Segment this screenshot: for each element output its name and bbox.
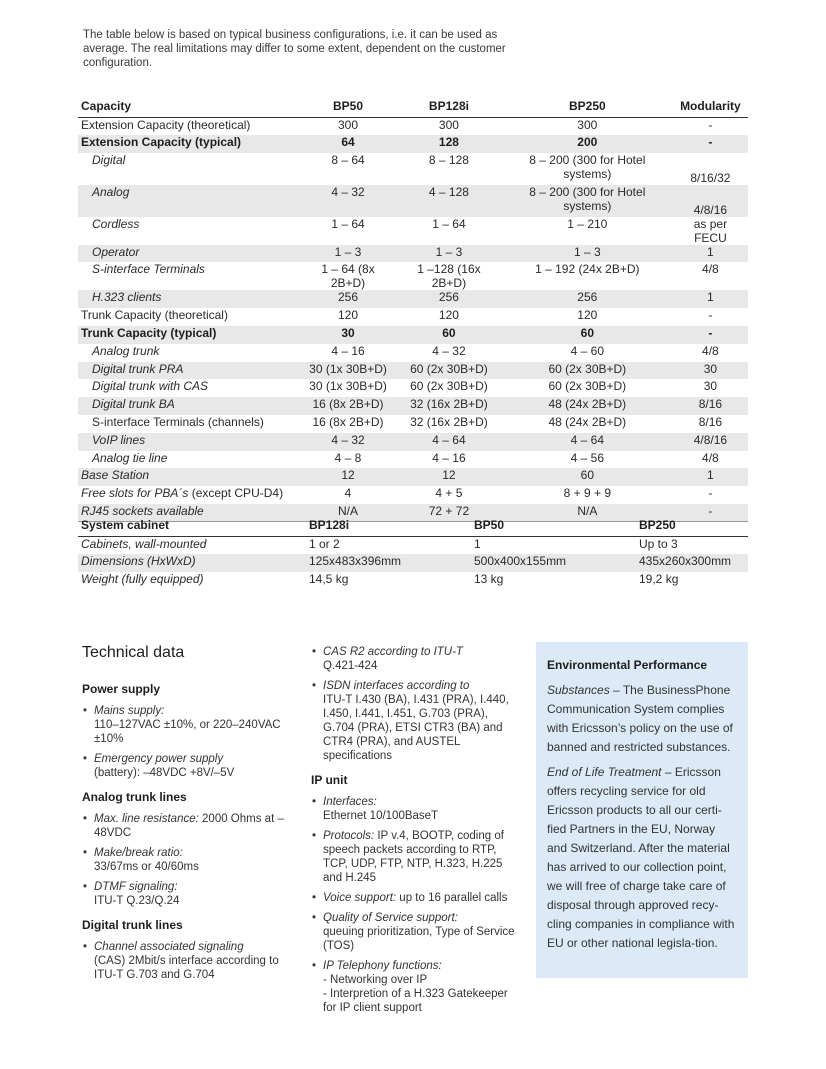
col-header-bp250: BP250 [568, 98, 606, 113]
substances-paragraph [547, 681, 738, 757]
table-row [78, 362, 748, 380]
cell-bp128i: 1 – 64 [432, 216, 466, 231]
row-label: Weight (fully equipped) [81, 572, 204, 586]
cell-modularity: 30 [673, 362, 748, 380]
item-label: Protocols: [323, 830, 375, 842]
col-header-bp50: BP50 [333, 98, 364, 113]
item-value: 2000 Ohms at –48VDC [94, 813, 284, 839]
row-label: Trunk Capacity (typical) [78, 326, 300, 344]
cell-bp50: 500x400x155mm [471, 554, 636, 572]
digital-trunk-heading: Digital trunk lines [82, 918, 183, 932]
col-header-modularity: Modularity [680, 98, 741, 113]
cell-bp50: 30 (1x 30B+D) [300, 362, 396, 380]
cell-bp250: 4 – 56 [570, 450, 604, 465]
table-row [78, 245, 748, 263]
list-item [311, 911, 521, 953]
analog-trunk-section [82, 790, 292, 908]
cell-bp50: 1 – 64 [331, 216, 365, 231]
table-row [78, 536, 748, 554]
cell-bp250: 19,2 kg [639, 572, 679, 586]
ip-unit-heading: IP unit [311, 773, 348, 787]
row-label-main: Free slots for PBA´s [81, 486, 189, 501]
row-label: RJ45 sockets available [78, 504, 300, 522]
analog-trunk-heading: Analog trunk lines [82, 790, 187, 804]
cell-modularity: 30 [703, 379, 718, 394]
cell-bp250: 60 (2x 30B+D) [502, 362, 673, 380]
capacity-table [78, 95, 748, 522]
item-label: Make/break ratio: [94, 847, 183, 859]
cell-bp128i: 60 [396, 326, 502, 344]
table-row [78, 326, 748, 344]
cell-bp250: Up to 3 [639, 536, 678, 551]
item-value: 110–127VAC ±10%, or 220–240VAC ±10% [94, 719, 281, 745]
cell-modularity: 4/8/16 [673, 433, 748, 451]
cell-bp50: 4 – 8 [334, 450, 362, 465]
list-item [82, 880, 292, 908]
table-row [78, 379, 748, 397]
cell-bp128i: 4 – 64 [396, 433, 502, 451]
row-label: Digital [92, 152, 126, 167]
row-label: Digital trunk PRA [78, 362, 300, 380]
item-value: (CAS) 2Mbit/s interface according to ITU-T G.703 and G.704 [94, 955, 279, 981]
item-label: Max. line resistance: [94, 813, 199, 825]
cell-bp128i: 4 – 128 [396, 185, 502, 217]
cell-modularity: 1 [673, 468, 748, 486]
cell-bp50: 4 [344, 486, 352, 501]
item-value: Ethernet 10/100BaseT [323, 810, 439, 822]
row-label-main: Cabinets [81, 536, 129, 551]
cell-bp250: 8 + 9 + 9 [563, 486, 611, 501]
list-item [82, 752, 292, 780]
cell-bp250: 4 – 60 [570, 343, 604, 358]
table-row [78, 217, 748, 245]
table-row [78, 415, 748, 433]
cell-bp128i: 4 + 5 [435, 486, 463, 501]
item-value: 33/67ms or 40/60ms [94, 861, 199, 873]
cell-bp128i: 72 + 72 [396, 504, 502, 522]
list-item [311, 891, 521, 905]
col-header-capacity: Capacity [81, 98, 132, 113]
table-row [78, 290, 748, 308]
cell-bp128i: 300 [438, 117, 459, 132]
cell-modularity: 8/16 [698, 414, 723, 429]
ip-unit-list [311, 795, 521, 1015]
cell-bp50: 16 (8x 2B+D) [312, 414, 384, 429]
signaling-list [311, 645, 521, 763]
cell-modularity: - [673, 504, 748, 522]
power-supply-list [82, 704, 292, 780]
item-label: ISDN interfaces according to [323, 680, 470, 692]
cell-bp50: 4 – 16 [331, 343, 365, 358]
table-row [78, 262, 748, 290]
row-label: Base Station [78, 468, 300, 486]
item-label: IP Telephony functions: [323, 960, 442, 972]
cell-modularity: 4/8 [702, 262, 719, 277]
row-label: Analog [78, 185, 300, 217]
row-label [78, 486, 300, 504]
cell-bp128i: 256 [396, 290, 502, 308]
substances-text: – The BusinessPhone Communication System complies with Ericsson’s policy on the use of banned and restricted substances. [547, 683, 733, 754]
item-label: Quality of Service support: [323, 912, 458, 924]
table-row [78, 468, 748, 486]
cell-bp250: 256 [502, 290, 673, 308]
row-label: Digital trunk with CAS [92, 379, 209, 394]
cell-bp128i: 1 – 3 [396, 245, 502, 263]
table-row [78, 486, 748, 504]
row-label: Analog trunk [92, 343, 160, 358]
cell-bp250: N/A [502, 504, 673, 522]
capacity-header-row [78, 95, 748, 117]
table-row [78, 433, 748, 451]
cell-bp50: 120 [338, 308, 359, 323]
list-item [311, 795, 521, 823]
cell-bp250: 300 [577, 117, 598, 132]
cell-bp128i: 32 (16x 2B+D) [410, 414, 488, 429]
cell-bp50: 256 [300, 290, 396, 308]
cell-bp50: 1 – 3 [300, 245, 396, 263]
list-item [82, 812, 292, 840]
list-item [82, 846, 292, 874]
cell-bp50: 1 [474, 536, 481, 551]
col-header-bp50: BP50 [474, 517, 505, 532]
cell-bp50: 30 [300, 326, 396, 344]
row-label: Operator [78, 245, 300, 263]
cell-bp250: 435x260x300mm [636, 554, 748, 572]
analog-trunk-list [82, 812, 292, 908]
cabinet-header-row [78, 514, 748, 536]
cell-bp250: 4 – 64 [502, 433, 673, 451]
cell-bp50: 16 (8x 2B+D) [300, 397, 396, 415]
end-of-life-label: End of Life Treatment [547, 765, 662, 779]
cell-modularity: - [708, 308, 713, 323]
power-supply-section [82, 682, 292, 780]
cell-bp250: 8 – 200 (300 for Hotel systems) [529, 152, 646, 181]
cell-modularity: 1 [673, 290, 748, 308]
cell-bp50: 4 – 32 [300, 185, 396, 217]
cell-bp50: 64 [300, 135, 396, 153]
intro-paragraph: The table below is based on typical business configurations, i.e. it can be used as average. The real limitations may differ to some extent, dependent on the customer configuration. [83, 29, 506, 69]
table-row [78, 308, 748, 326]
cell-bp50: N/A [300, 504, 396, 522]
item-label: Interfaces: [323, 796, 377, 808]
cell-bp250: 60 (2x 30B+D) [548, 379, 627, 394]
item-label: Mains supply: [94, 705, 165, 717]
row-label-suffix: (except CPU-D4) [188, 486, 284, 501]
cell-bp250: 120 [577, 308, 598, 323]
cell-bp128i: 60 (2x 30B+D) [396, 362, 502, 380]
cell-modularity: 1 [673, 245, 748, 263]
list-item [311, 645, 521, 673]
cell-bp250: 200 [502, 135, 673, 153]
cell-bp128i: 1 –128 (16x 2B+D) [417, 262, 481, 291]
cell-bp50: 12 [300, 468, 396, 486]
item-label: DTMF signaling: [94, 881, 178, 893]
row-label [78, 536, 306, 554]
row-label: Digital trunk BA [78, 397, 300, 415]
cell-bp128i: 1 or 2 [309, 536, 340, 551]
item-label: CAS R2 according to ITU-T [323, 646, 463, 658]
cell-bp128i: 14,5 kg [309, 572, 349, 586]
row-label: Cordless [92, 216, 140, 231]
cell-bp250: 60 [502, 326, 673, 344]
row-label: S-interface Terminals (channels) [92, 414, 264, 429]
tech-column-1 [82, 682, 292, 992]
item-label: Voice support: [323, 892, 397, 904]
cell-bp128i: 12 [396, 468, 502, 486]
cell-bp250: 1 – 3 [502, 245, 673, 263]
cell-bp50: 4 – 32 [300, 433, 396, 451]
item-value: - Interpretion of a H.323 Gatekeeper for IP client support [323, 988, 508, 1014]
cell-bp128i: 4 – 32 [432, 343, 466, 358]
row-label: S-interface Terminals [92, 262, 205, 277]
cell-bp250: 1 – 210 [567, 216, 608, 231]
col-header-bp250: BP250 [639, 517, 676, 532]
item-value: ITU-T I.430 (BA), I.431 (PRA), I.440, I.450, I.441, I.451, G.703 (PRA), G.704 (PRA), ETSI CTR3 (BA) and CTR4 (PRA), and AUSTEL specifications [323, 694, 509, 762]
environmental-heading: Environmental Performance [547, 658, 708, 672]
item-value: up to 16 parallel calls [399, 892, 508, 904]
table-row [78, 397, 748, 415]
item-label: Channel associated signaling [94, 941, 244, 953]
item-value: ITU-T Q.23/Q.24 [94, 895, 180, 907]
table-row [78, 451, 748, 469]
cell-modularity: - [673, 135, 748, 153]
table-row [78, 153, 748, 185]
item-value: Q.421-424 [323, 660, 378, 672]
item-label: Emergency power supply [94, 753, 224, 765]
cell-bp128i: 4 – 16 [432, 450, 466, 465]
cell-modularity: - [673, 326, 748, 344]
item-value: queuing prioritization, Type of Service (TOS) [323, 926, 515, 952]
cell-bp250: 48 (24x 2B+D) [548, 414, 627, 429]
cell-modularity: 8/16/32 [690, 170, 731, 185]
item-value: (battery): –48VDC +8V/–5V [94, 767, 235, 779]
table-row [78, 344, 748, 362]
row-label: H.323 clients [78, 290, 300, 308]
table-row [78, 572, 748, 590]
cell-bp50: 1 – 64 (8x 2B+D) [321, 262, 375, 291]
ip-unit-section [311, 773, 521, 1015]
digital-trunk-list [82, 940, 292, 982]
list-item [311, 959, 521, 1015]
cell-bp128i: 120 [438, 308, 459, 323]
cell-bp250: 8 – 200 (300 for Hotel systems) [502, 185, 673, 217]
end-of-life-text: – Ericsson offers recycling service for old Ericsson products to all our certi-fied Partners in the EU, Norway and Switzerland. After the material has arrived to our collection point, we will free of charge take care of disposal through approved recy-cling companies in compliance with EU or other national legisla-tion. [547, 765, 735, 950]
cell-bp128i: 32 (16x 2B+D) [396, 397, 502, 415]
cell-modularity: as per FECU [693, 216, 728, 245]
cell-bp50: 13 kg [474, 572, 504, 586]
cell-modularity: - [708, 117, 713, 132]
cell-bp250: 48 (24x 2B+D) [502, 397, 673, 415]
substances-label: Substances [547, 683, 610, 697]
cell-bp50: 300 [338, 117, 359, 132]
cell-modularity: 8/16 [673, 397, 748, 415]
cell-bp50: 8 – 64 [331, 152, 365, 167]
cell-bp128i: 8 – 128 [428, 152, 469, 167]
table-row [78, 117, 748, 135]
cell-bp50: 30 (1x 30B+D) [309, 379, 387, 394]
table-row [78, 554, 748, 572]
col-header-bp128i: BP128i [428, 98, 469, 113]
row-label: Dimensions (HxWxD) [78, 554, 306, 572]
row-label: VoIP lines [78, 433, 300, 451]
cell-modularity: - [708, 486, 713, 501]
row-label-suffix: , wall-mounted [128, 536, 207, 551]
table-row [78, 135, 748, 153]
cell-bp250: 1 – 192 (24x 2B+D) [535, 262, 640, 277]
cell-bp250: 60 [502, 468, 673, 486]
technical-data-title: Technical data [82, 644, 185, 661]
row-label: Trunk Capacity (theoretical) [81, 308, 228, 323]
item-value: IP v.4, BOOTP, coding of speech packets according to RTP, TCP, UDP, FTP, NTP, H.323, H.225 and H.245 [323, 830, 504, 884]
item-value: - Networking over IP [323, 974, 428, 986]
list-item [311, 829, 521, 885]
row-label: Analog tie line [92, 450, 168, 465]
cell-bp128i: 128 [396, 135, 502, 153]
cell-bp128i: 60 (2x 30B+D) [410, 379, 488, 394]
cell-modularity: 4/8 [702, 450, 719, 465]
tech-column-2 [311, 645, 521, 1025]
cabinet-table [78, 514, 748, 590]
list-item [311, 679, 521, 763]
col-header-bp128i: BP128i [309, 517, 350, 532]
list-item [82, 704, 292, 746]
list-item [82, 940, 292, 982]
power-supply-heading: Power supply [82, 682, 161, 696]
environmental-performance-box [536, 642, 748, 978]
end-of-life-paragraph [547, 763, 738, 953]
cell-bp128i: 125x483x396mm [306, 554, 471, 572]
col-header-system-cabinet: System cabinet [81, 517, 170, 532]
table-row [78, 185, 748, 217]
cell-modularity: 4/8/16 [673, 185, 748, 217]
row-label: Extension Capacity (typical) [78, 135, 300, 153]
digital-trunk-section [82, 918, 292, 982]
cell-modularity: 4/8 [702, 343, 719, 358]
row-label: Extension Capacity (theoretical) [81, 117, 251, 132]
